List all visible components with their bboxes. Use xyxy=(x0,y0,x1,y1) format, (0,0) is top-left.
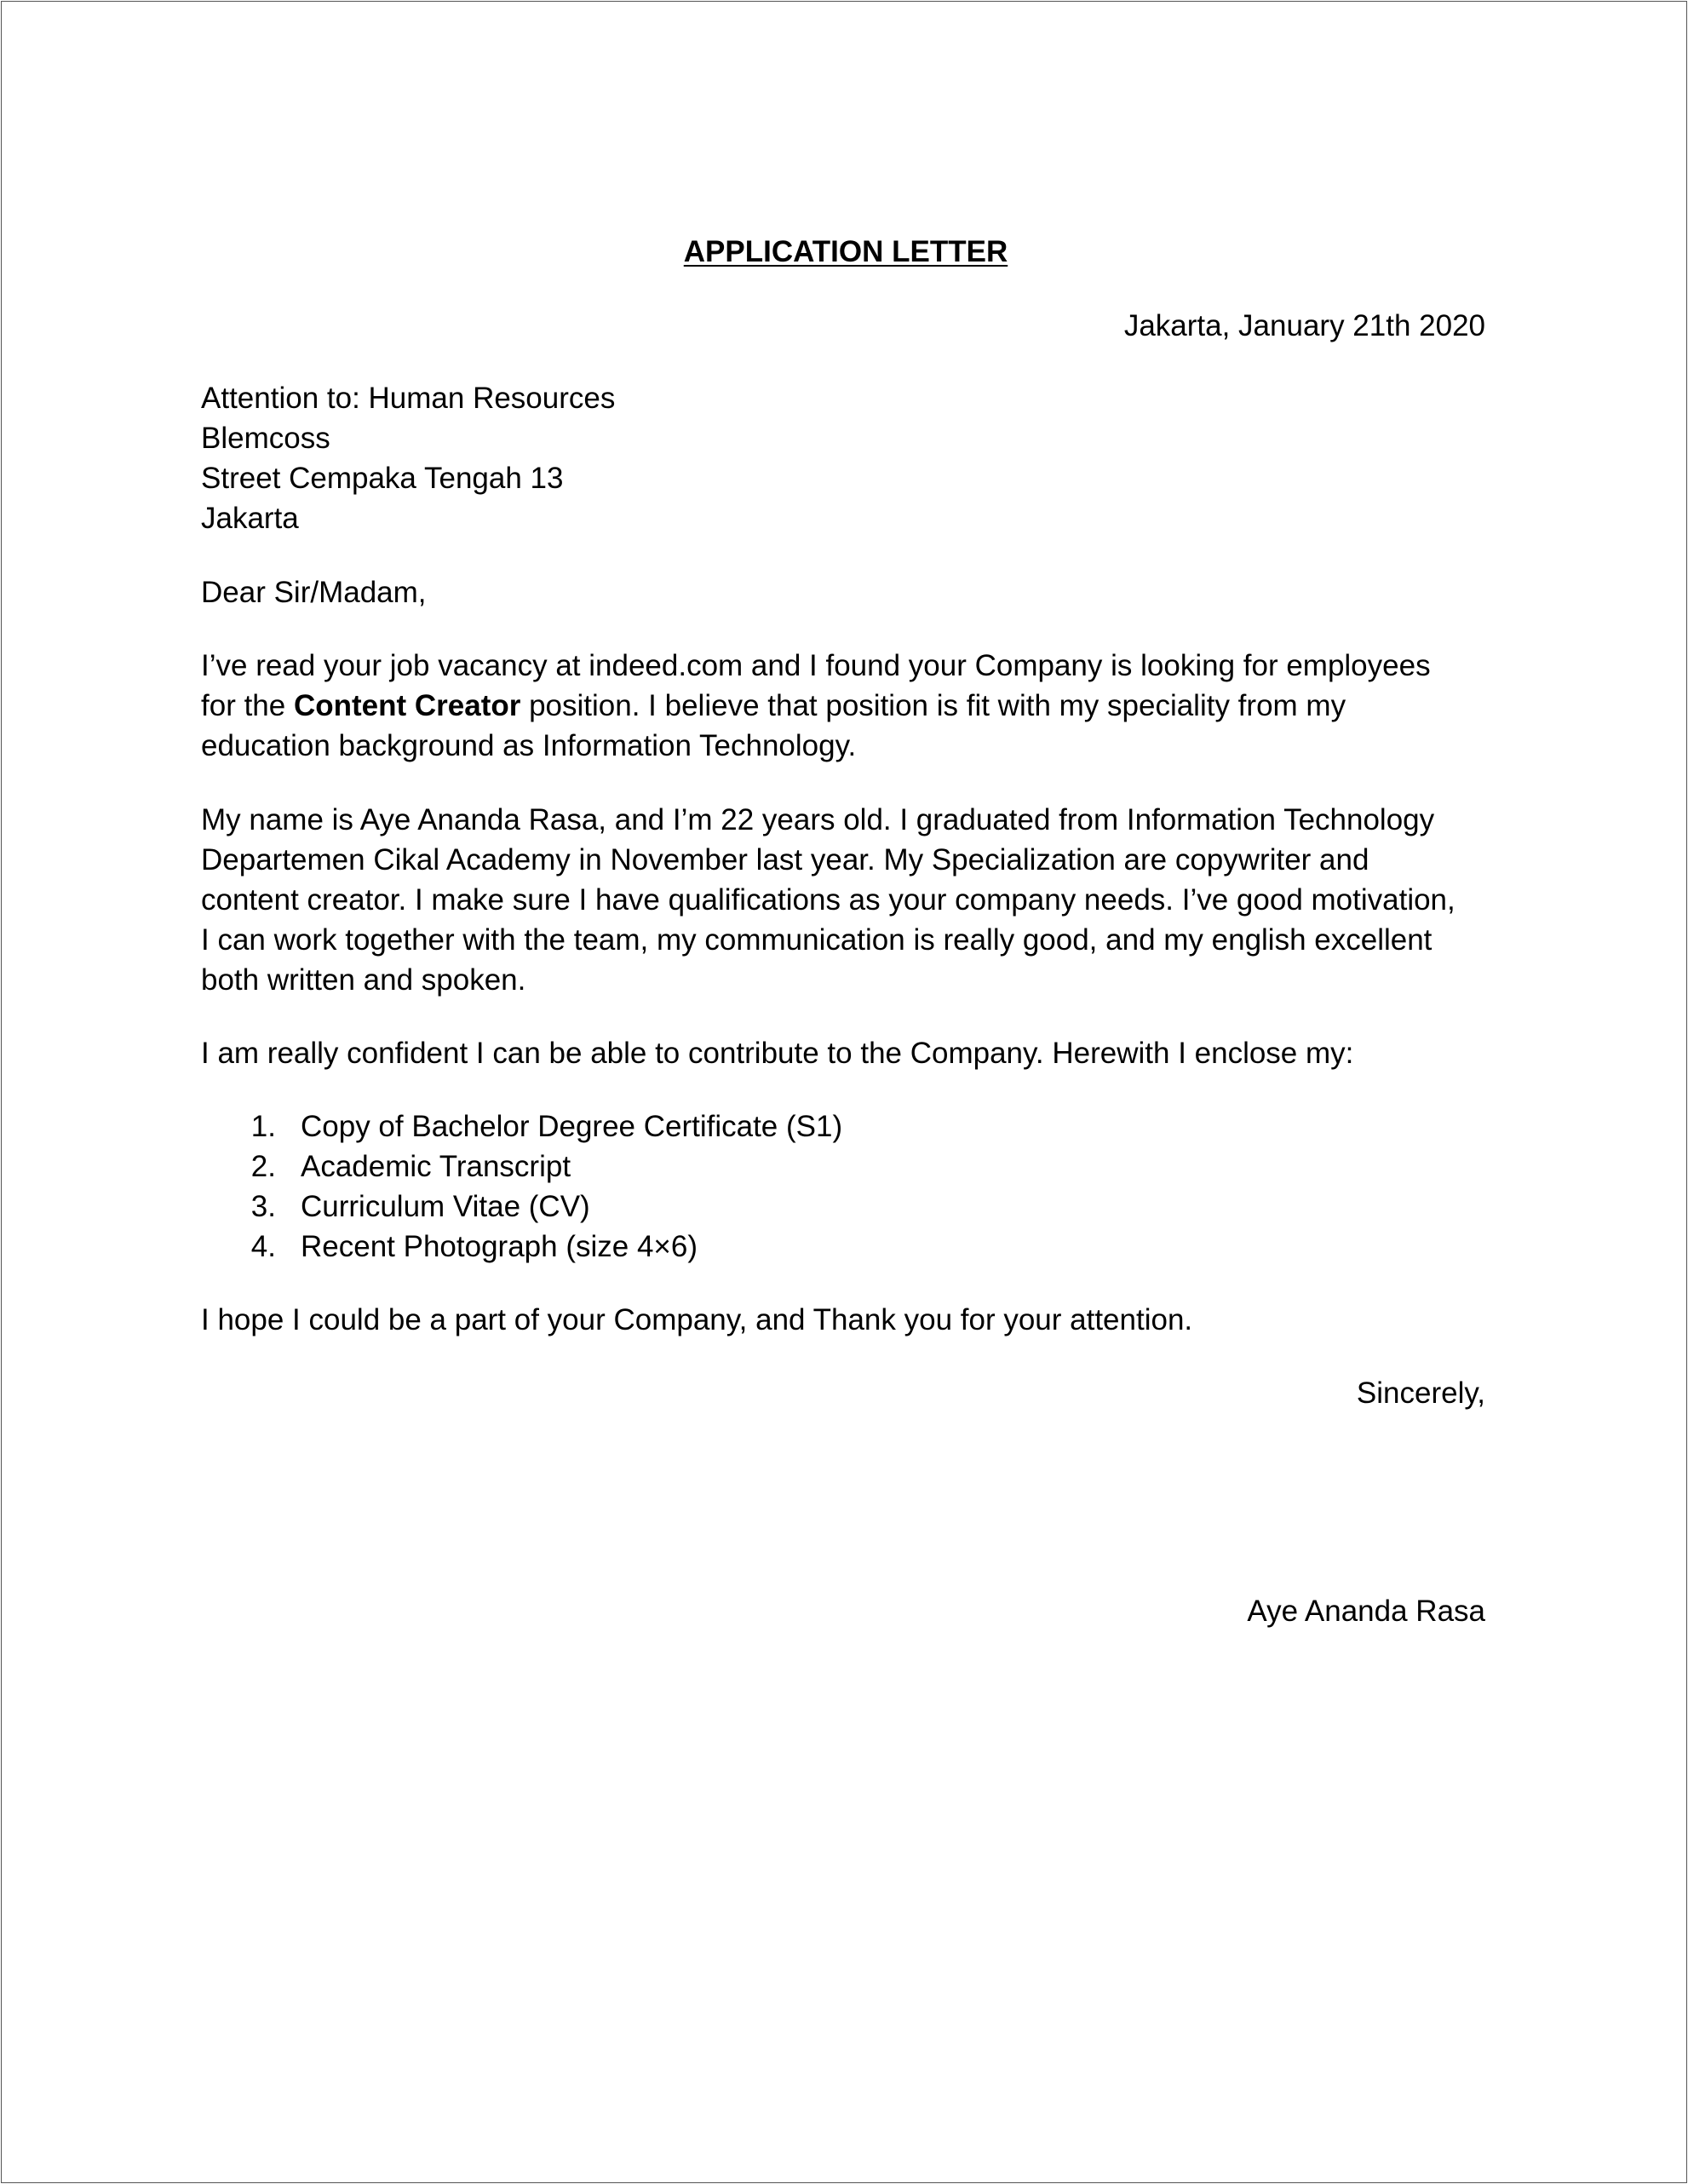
paragraph1-line2-post: position. I believe that position is fit with my speciality from my xyxy=(520,689,1346,722)
closing-paragraph: I hope I could be a part of your Company, and Thank you for your attention. xyxy=(201,1303,1193,1336)
closing: Sincerely, xyxy=(1356,1376,1485,1410)
recipient-attention: Attention to: Human Resources xyxy=(201,382,616,415)
enclosure-number: 2. xyxy=(250,1150,276,1183)
letter-date: Jakarta, January 21th 2020 xyxy=(1123,309,1485,342)
salutation: Dear Sir/Madam, xyxy=(201,576,427,609)
recipient-street: Street Cempaka Tengah 13 xyxy=(201,462,564,495)
recipient-city: Jakarta xyxy=(201,502,299,535)
enclosure-number: 4. xyxy=(250,1230,276,1263)
paragraph1-line2-pre: for the xyxy=(201,689,294,722)
enclosure-text: Academic Transcript xyxy=(301,1150,571,1183)
paragraph2-line5: both written and spoken. xyxy=(201,963,526,997)
enclosure-number: 1. xyxy=(250,1110,276,1143)
enclosure-text: Recent Photograph (size 4×6) xyxy=(301,1230,698,1263)
paragraph2-line4: I can work together with the team, my communication is really good, and my english excellent xyxy=(201,923,1433,957)
paragraph1-line3: education background as Information Technology. xyxy=(201,729,857,762)
letter-page xyxy=(1,1,1687,2183)
enclosure-text: Copy of Bachelor Degree Certificate (S1) xyxy=(301,1110,843,1143)
paragraph1-line2 xyxy=(201,686,1346,727)
letter-title: APPLICATION LETTER xyxy=(683,235,1008,268)
paragraph3: I am really confident I can be able to contribute to the Company. Herewith I enclose my: xyxy=(201,1037,1354,1070)
paragraph2-line2: Departemen Cikal Academy in November last year. My Specialization are copywriter and xyxy=(201,843,1369,876)
enclosure-number: 3. xyxy=(250,1190,276,1223)
paragraph2-line1: My name is Aye Ananda Rasa, and I’m 22 years old. I graduated from Information Technology xyxy=(201,803,1435,836)
enclosure-text: Curriculum Vitae (CV) xyxy=(301,1190,590,1223)
paragraph2-line3: content creator. I make sure I have qualifications as your company needs. I’ve good motivation, xyxy=(201,883,1455,917)
recipient-company: Blemcoss xyxy=(201,422,330,455)
position-name: Content Creator xyxy=(293,689,521,722)
signature-name: Aye Ananda Rasa xyxy=(1247,1595,1485,1628)
paragraph1-line1: I’ve read your job vacancy at indeed.com and I found your Company is looking for employees xyxy=(201,649,1431,682)
